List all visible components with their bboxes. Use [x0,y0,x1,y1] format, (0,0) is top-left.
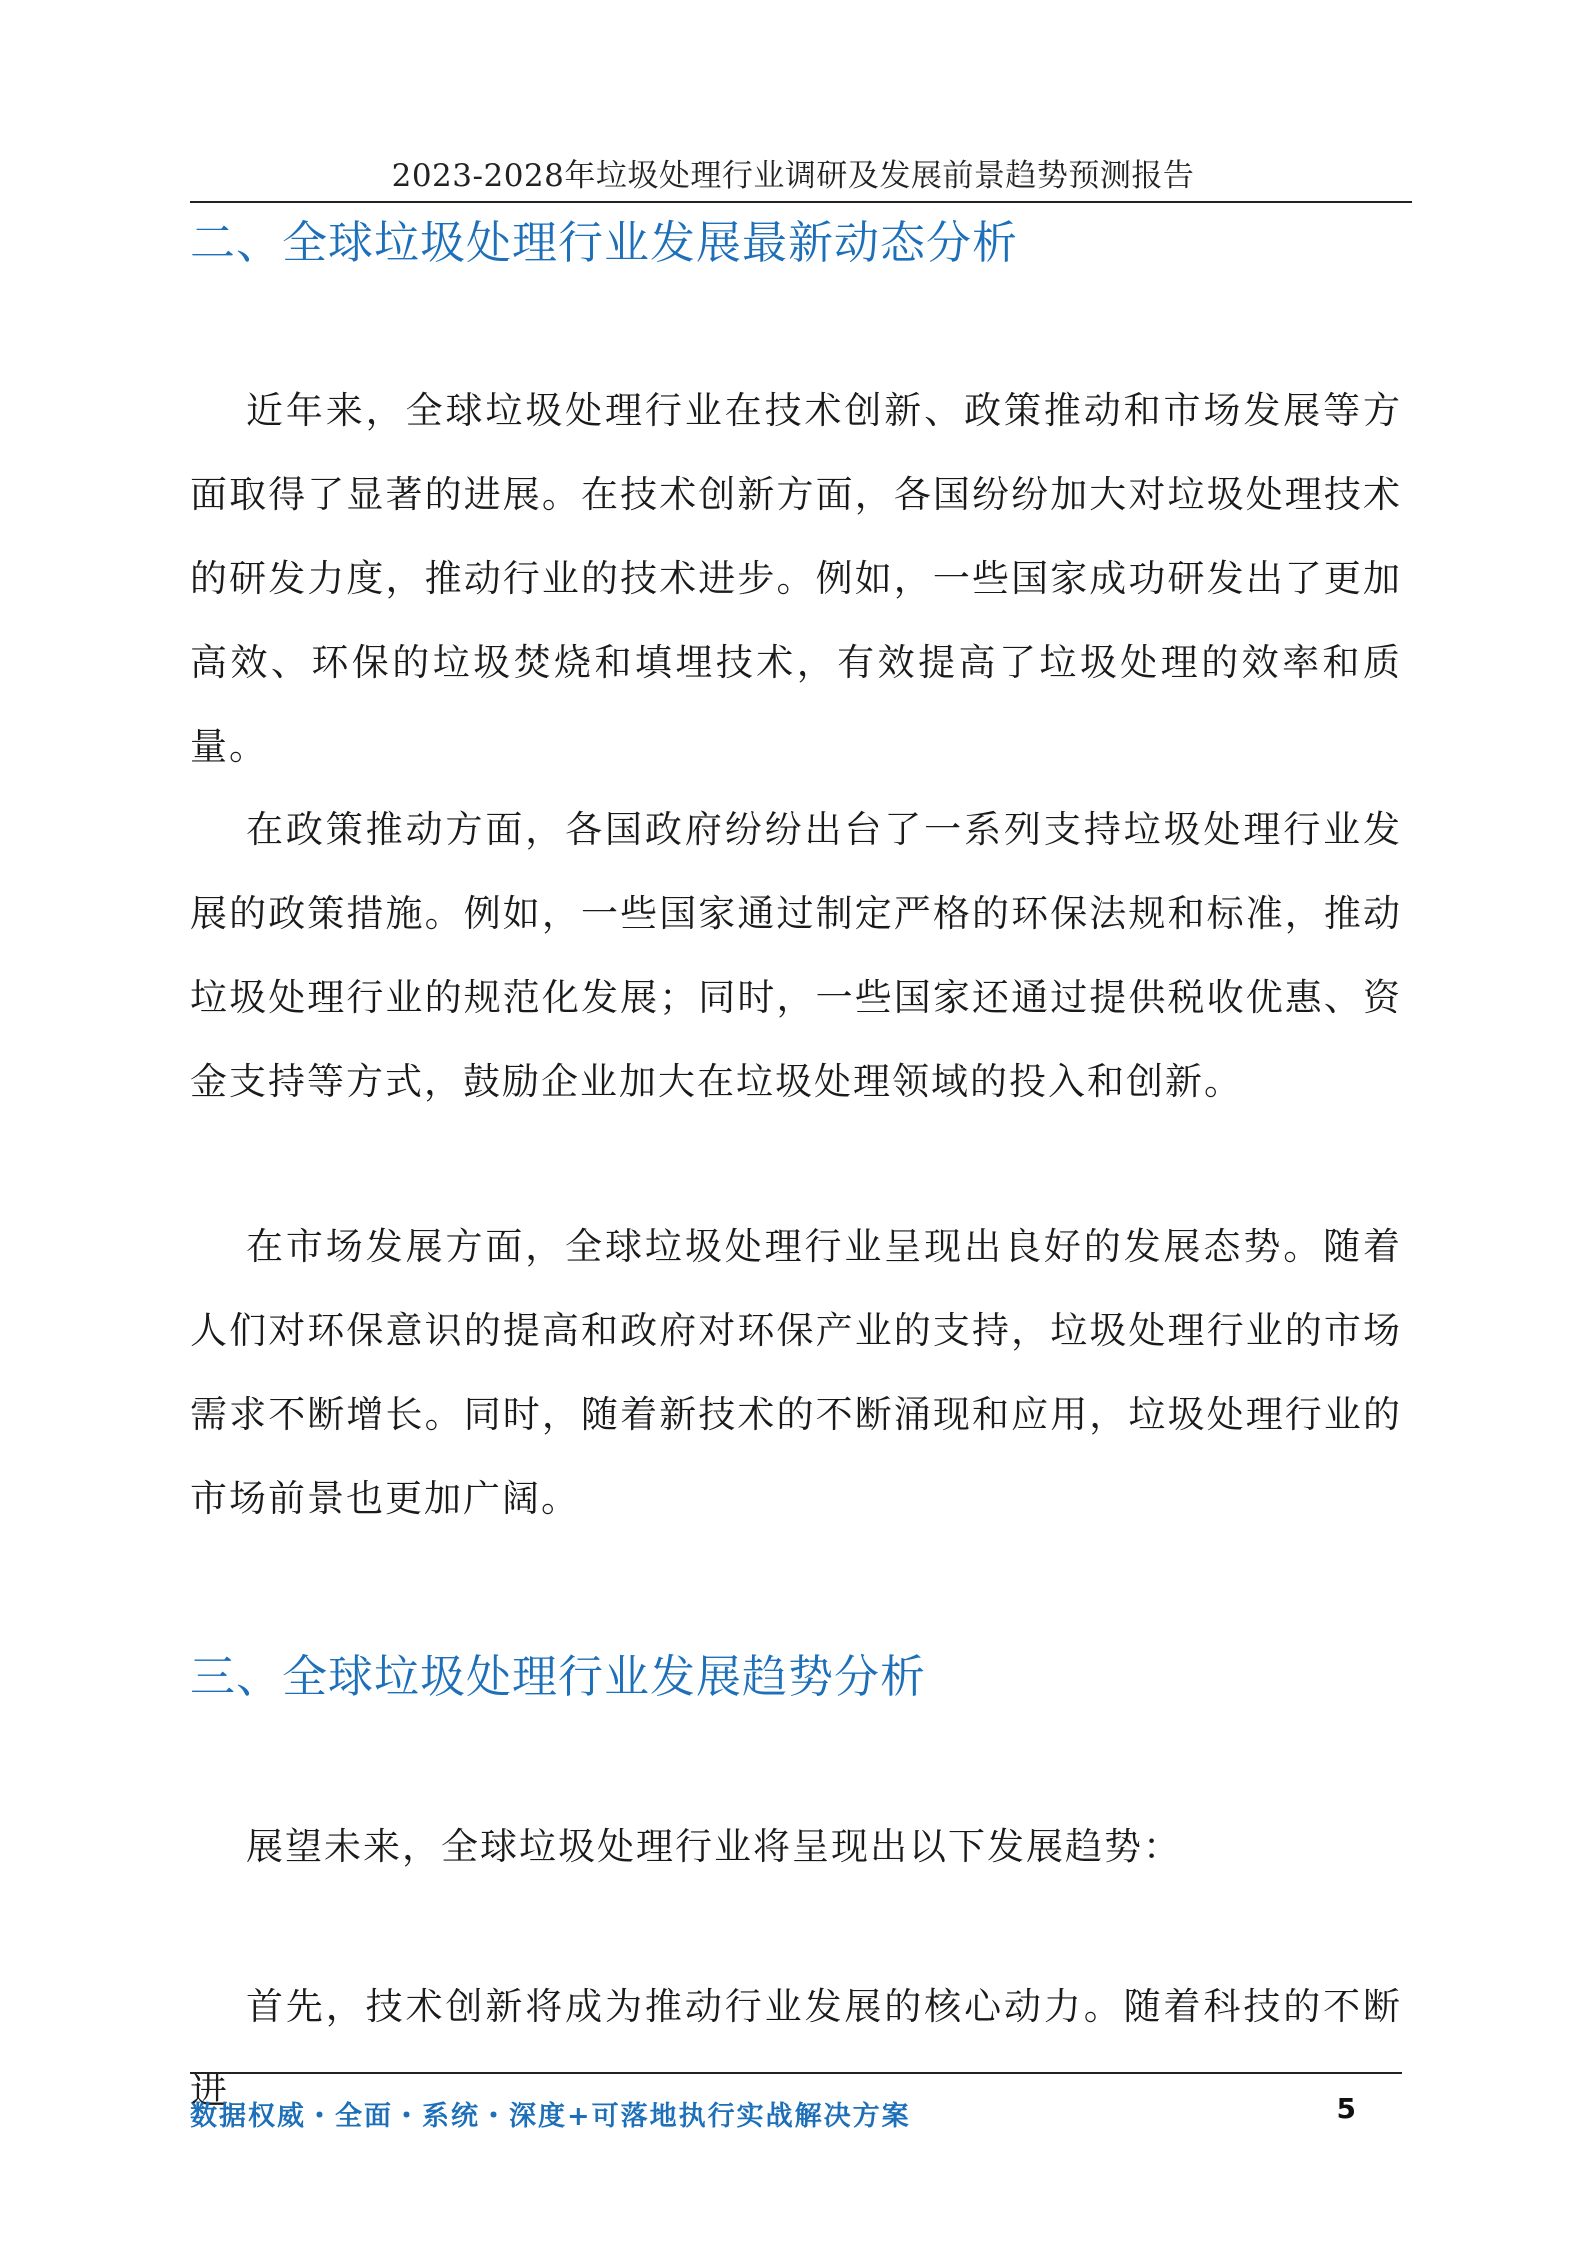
header-title: 2023-2028年垃圾处理行业调研及发展前景趋势预测报告 [391,158,1195,194]
footer-slogan: 数据权威・全面・系统・深度+可落地执行实战解决方案 [190,2101,911,2132]
paragraph-policy: 在政策推动方面，各国政府纷纷出台了一系列支持垃圾处理行业发展的政策措施。例如，一些国家通过制定严格的环保法规和标准，推动垃圾处理行业的规范化发展；同时，一些国家还通过提供税收优惠、资金支持等方式，鼓励企业加大在垃圾处理领域的投入和创新。 [190,808,1402,1103]
section-heading-2: 二、全球垃圾处理行业发展最新动态分析 [190,216,1019,269]
page-number: 5 [1336,2092,1356,2125]
paragraph-tech: 近年来，全球垃圾处理行业在技术创新、政策推动和市场发展等方面取得了显著的进展。在技术创新方面，各国纷纷加大对垃圾处理技术的研发力度，推动行业的技术进步。例如，一些国家成功研发出了更加高效、环保的垃圾焚烧和填埋技术，有效提高了垃圾处理的效率和质量。 [190,389,1402,768]
paragraph-outlook: 展望未来，全球垃圾处理行业将呈现出以下发展趋势： [246,1825,1182,1868]
footer-divider [190,2072,1402,2074]
paragraph-market: 在市场发展方面，全球垃圾处理行业呈现出良好的发展态势。随着人们对环保意识的提高和政府对环保产业的支持，垃圾处理行业的市场需求不断增长。同时，随着新技术的不断涌现和应用，垃圾处理行业的市场前景也更加广阔。 [190,1225,1402,1520]
section-heading-3: 三、全球垃圾处理行业发展趋势分析 [190,1650,927,1703]
header-divider [190,201,1412,203]
paragraph-first-trend: 首先，技术创新将成为推动行业发展的核心动力。随着科技的不断进 [190,1985,1402,2112]
